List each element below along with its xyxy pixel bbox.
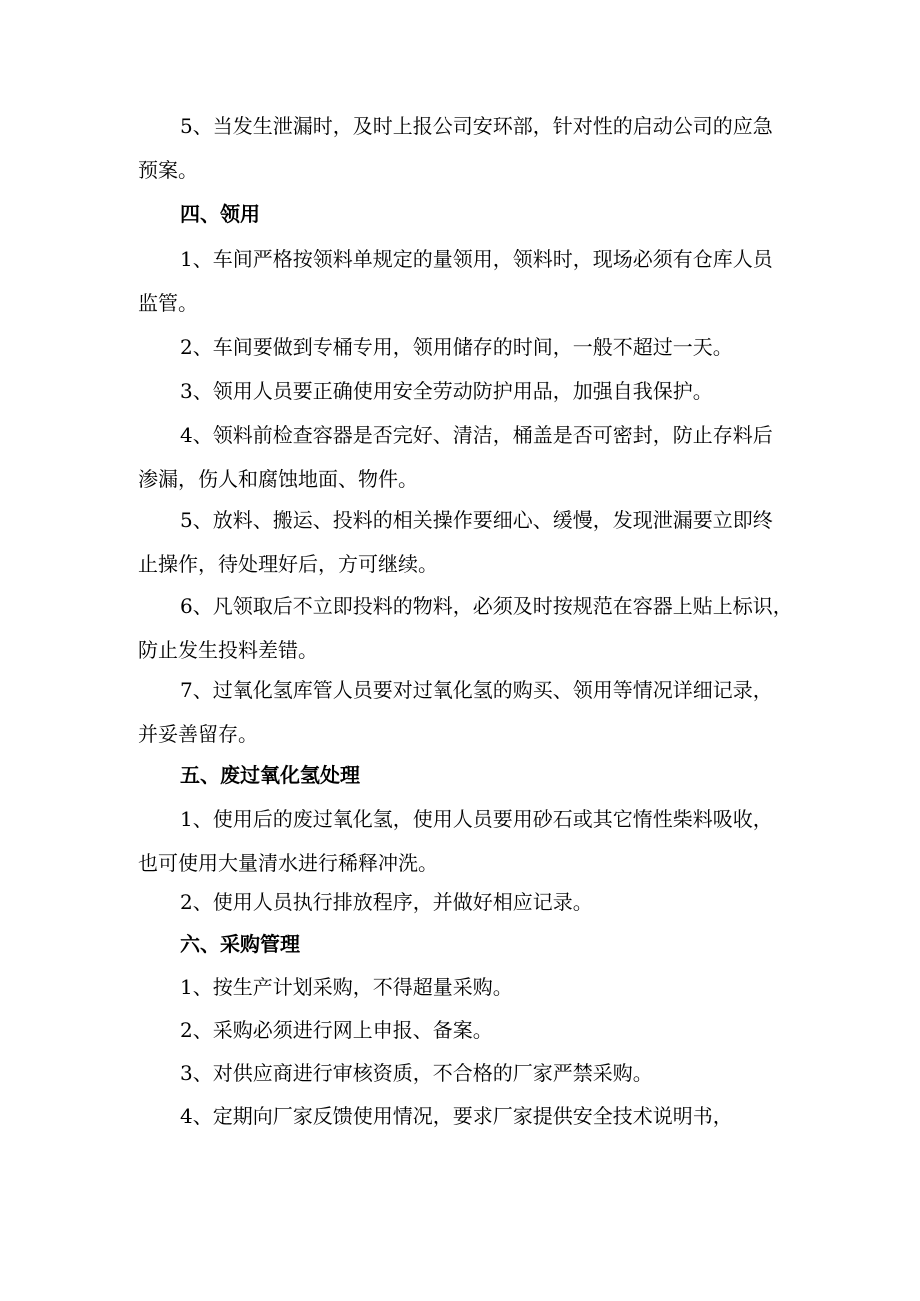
paragraph-usage-6 — [138, 584, 793, 672]
paragraph-text-cont: 监管。 — [138, 291, 198, 315]
paragraph-text: 4、领料前检查容器是否完好、清洁，桶盖是否可密封，防止存料后 — [180, 423, 773, 447]
paragraph-text: 3、领用人员要正确使用安全劳动防护用品，加强自我保护。 — [180, 379, 713, 403]
paragraph-text: 2、采购必须进行网上申报、备案。 — [180, 1018, 493, 1042]
paragraph-usage-3 — [138, 369, 788, 413]
paragraph-text: 2、使用人员执行排放程序，并做好相应记录。 — [180, 890, 593, 914]
paragraph-text: 3、对供应商进行审核资质，不合格的厂家严禁采购。 — [180, 1061, 653, 1085]
paragraph-waste-2 — [138, 880, 788, 924]
paragraph-usage-5 — [138, 498, 788, 586]
paragraph-procurement-4 — [138, 1094, 788, 1138]
paragraph-procurement-1 — [138, 965, 788, 1009]
paragraph-text-cont: 渗漏，伤人和腐蚀地面、物件。 — [138, 467, 418, 491]
paragraph-text: 5、放料、搬运、投料的相关操作要细心、缓慢，发现泄漏要立即终 — [180, 508, 773, 532]
paragraph-text-cont: 预案。 — [138, 158, 198, 182]
paragraph-usage-1 — [138, 237, 788, 325]
paragraph-text-cont: 防止发生投料差错。 — [138, 638, 318, 662]
section-heading-usage: 四、领用 — [180, 202, 260, 226]
paragraph-text: 7、过氧化氢库管人员要对过氧化氢的购买、领用等情况详细记录， — [180, 678, 773, 702]
paragraph-text: 5、当发生泄漏时，及时上报公司安环部，针对性的启动公司的应急 — [180, 114, 773, 138]
paragraph-waste-1 — [138, 797, 788, 885]
paragraph-usage-7 — [138, 668, 788, 756]
paragraph-leak-report — [138, 104, 788, 192]
paragraph-text: 2、车间要做到专桶专用，领用储存的时间，一般不超过一天。 — [180, 335, 733, 359]
paragraph-text: 6、凡领取后不立即投料的物料，必须及时按规范在容器上贴上标识， — [180, 594, 793, 618]
paragraph-text: 1、车间严格按领料单规定的量领用，领料时，现场必须有仓库人员 — [180, 247, 773, 271]
paragraph-text: 4、定期向厂家反馈使用情况，要求厂家提供安全技术说明书， — [180, 1104, 733, 1128]
paragraph-text-cont: 也可使用大量清水进行稀释冲洗。 — [138, 851, 438, 875]
paragraph-text: 1、使用后的废过氧化氢，使用人员要用砂石或其它惰性柴料吸收， — [180, 807, 773, 831]
paragraph-usage-2 — [138, 325, 788, 369]
paragraph-text: 1、按生产计划采购，不得超量采购。 — [180, 975, 513, 999]
paragraph-usage-4 — [138, 413, 788, 501]
paragraph-text-cont: 并妥善留存。 — [138, 722, 258, 746]
paragraph-procurement-2 — [138, 1008, 788, 1052]
section-heading-procurement: 六、采购管理 — [180, 932, 300, 956]
section-heading-waste: 五、废过氧化氢处理 — [180, 763, 360, 787]
paragraph-text-cont: 止操作，待处理好后，方可继续。 — [138, 552, 438, 576]
paragraph-procurement-3 — [138, 1051, 788, 1095]
